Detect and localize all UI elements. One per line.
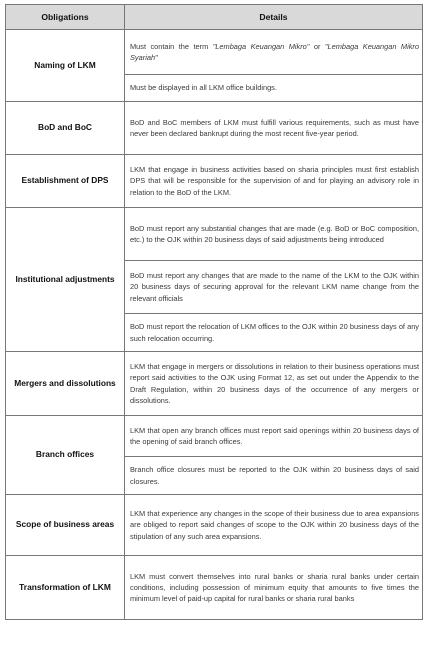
obligation-naming-of-lkm: Naming of LKM (6, 30, 125, 102)
detail-substantial-changes: BoD must report any substantial changes that are made (e.g. BoD or BoC composition, etc.) to the OJK within 20 business days of said adjustments being introduced (125, 208, 423, 261)
detail-mergers-dissolutions: LKM that engage in mergers or dissolutions in relation to their business operations must report said activities to the OJK using Format 12, as set out under the Appendix to the Draft Regulation, within 20 business days of the occurrence of any mergers or dissolutions. (125, 352, 423, 416)
detail-text: or (309, 41, 325, 51)
detail-bod-boc-requirements: BoD and BoC members of LKM must fulfill various requirements, such as must have never been declared bankrupt during the most recent five-year period. (125, 102, 423, 155)
detail-italic-term: "Lembaga Keuangan Mikro" (212, 41, 310, 51)
detail-naming-term (125, 30, 423, 75)
obligations-table-container (5, 4, 422, 620)
table-row (6, 102, 423, 155)
detail-naming-display: Must be displayed in all LKM office buildings. (125, 75, 423, 102)
header-obligations: Obligations (6, 5, 125, 30)
obligation-bod-and-boc: BoD and BoC (6, 102, 125, 155)
detail-branch-openings: LKM that open any branch offices must report said openings within 20 business days of the opening of said branch offices. (125, 416, 423, 457)
obligation-branch-offices: Branch offices (6, 416, 125, 495)
table-row (6, 155, 423, 208)
obligations-table (5, 4, 423, 620)
table-row (6, 556, 423, 620)
obligation-establishment-of-dps: Establishment of DPS (6, 155, 125, 208)
detail-text: Must contain the term (130, 41, 213, 51)
detail-office-relocation: BoD must report the relocation of LKM offices to the OJK within 20 business days of any such relocation occurring. (125, 314, 423, 352)
table-header-row (6, 5, 423, 30)
table-row (6, 495, 423, 556)
detail-branch-closures: Branch office closures must be reported to the OJK within 20 business days of said closures. (125, 457, 423, 495)
header-details: Details (125, 5, 423, 30)
table-row (6, 30, 423, 75)
obligation-institutional-adjustments: Institutional adjustments (6, 208, 125, 352)
detail-italic-term-syariah: "Lembaga Keuangan Mikro Syariah" (130, 41, 419, 62)
obligation-scope-of-business-areas: Scope of business areas (6, 495, 125, 556)
table-row (6, 208, 423, 261)
detail-name-change: BoD must report any changes that are made to the name of the LKM to the OJK within 20 business days of securing approval for the relevant LKM name change from the relevant officials (125, 261, 423, 314)
obligation-transformation-of-lkm: Transformation of LKM (6, 556, 125, 620)
obligation-mergers-and-dissolutions: Mergers and dissolutions (6, 352, 125, 416)
detail-dps-establishment: LKM that engage in business activities based on sharia principles must first establish DPS that will be responsible for the supervision of and for playing an advisory role in relation to the BoD of the LKM. (125, 155, 423, 208)
table-row (6, 352, 423, 416)
table-row (6, 416, 423, 457)
detail-transformation: LKM must convert themselves into rural banks or sharia rural banks under certain conditions, including possession of minimum equity that amounts to five times the minimum level of paid-up capital for rural banks or sharia rural banks (125, 556, 423, 620)
detail-scope-changes: LKM that experience any changes in the scope of their business due to area expansions are obliged to report said changes of scope to the OJK within 20 business days of the stipulation of any such area expansions. (125, 495, 423, 556)
